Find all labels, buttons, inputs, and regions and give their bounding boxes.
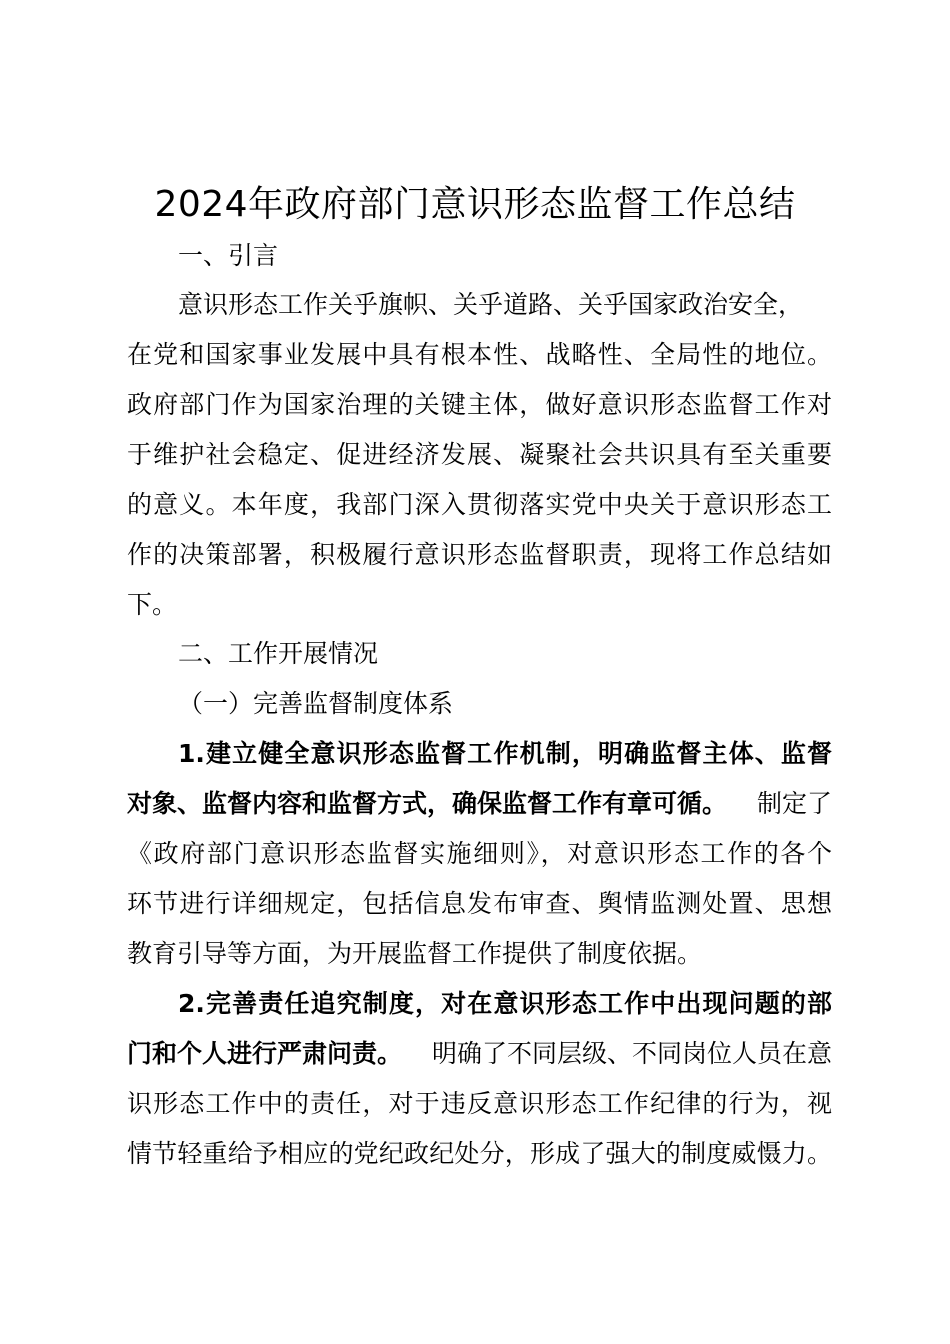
paragraph-line <box>127 1036 832 1072</box>
section-heading-work: 二、工作开展情况 <box>178 639 379 668</box>
normal-text: 明确了不同层级、不同岗位人员在意 <box>431 1039 832 1068</box>
paragraph-line: 《政府部门意识形态监督实施细则》，对意识形态工作的各个 <box>127 839 832 868</box>
paragraph-line: 意识形态工作关乎旗帜、关乎道路、关乎国家政治安全， <box>178 290 804 319</box>
document-title: 2024年政府部门意识形态监督工作总结 <box>154 184 796 225</box>
subsection-heading: （一）完善监督制度体系 <box>178 689 454 718</box>
section-heading-introduction: 一、引言 <box>178 241 279 270</box>
bold-point-text: 对象、监督内容和监督方式，确保监督工作有章可循。 <box>127 789 728 818</box>
paragraph-line: 识形态工作中的责任，对于违反意识形态工作纪律的行为，视 <box>127 1089 832 1118</box>
paragraph-line: 在党和国家事业发展中具有根本性、战略性、全局性的地位。 <box>127 340 832 369</box>
paragraph-line: 政府部门作为国家治理的关键主体，做好意识形态监督工作对 <box>127 390 832 419</box>
paragraph-line: 环节进行详细规定，包括信息发布审查、舆情监测处置、思想 <box>127 889 832 918</box>
normal-text: 制定了 <box>756 789 832 818</box>
paragraph-line: 情节轻重给予相应的党纪政纪处分，形成了强大的制度威慑力。 <box>127 1139 832 1168</box>
paragraph-line: 的意义。本年度，我部门深入贯彻落实党中央关于意识形态工 <box>127 490 832 519</box>
paragraph-line <box>127 786 832 822</box>
paragraph-line: 下。 <box>127 590 178 619</box>
paragraph-line: 于维护社会稳定、促进经济发展、凝聚社会共识具有至关重要 <box>127 440 832 469</box>
bold-point-line: 2.完善责任追究制度，对在意识形态工作中出现问题的部 <box>178 989 832 1018</box>
paragraph-line: 作的决策部署，积极履行意识形态监督职责，现将工作总结如 <box>127 540 832 569</box>
paragraph-line: 教育引导等方面，为开展监督工作提供了制度依据。 <box>127 939 703 968</box>
bold-point-text: 门和个人进行严肃问责。 <box>127 1039 403 1068</box>
bold-point-line: 1.建立健全意识形态监督工作机制，明确监督主体、监督 <box>178 739 832 768</box>
